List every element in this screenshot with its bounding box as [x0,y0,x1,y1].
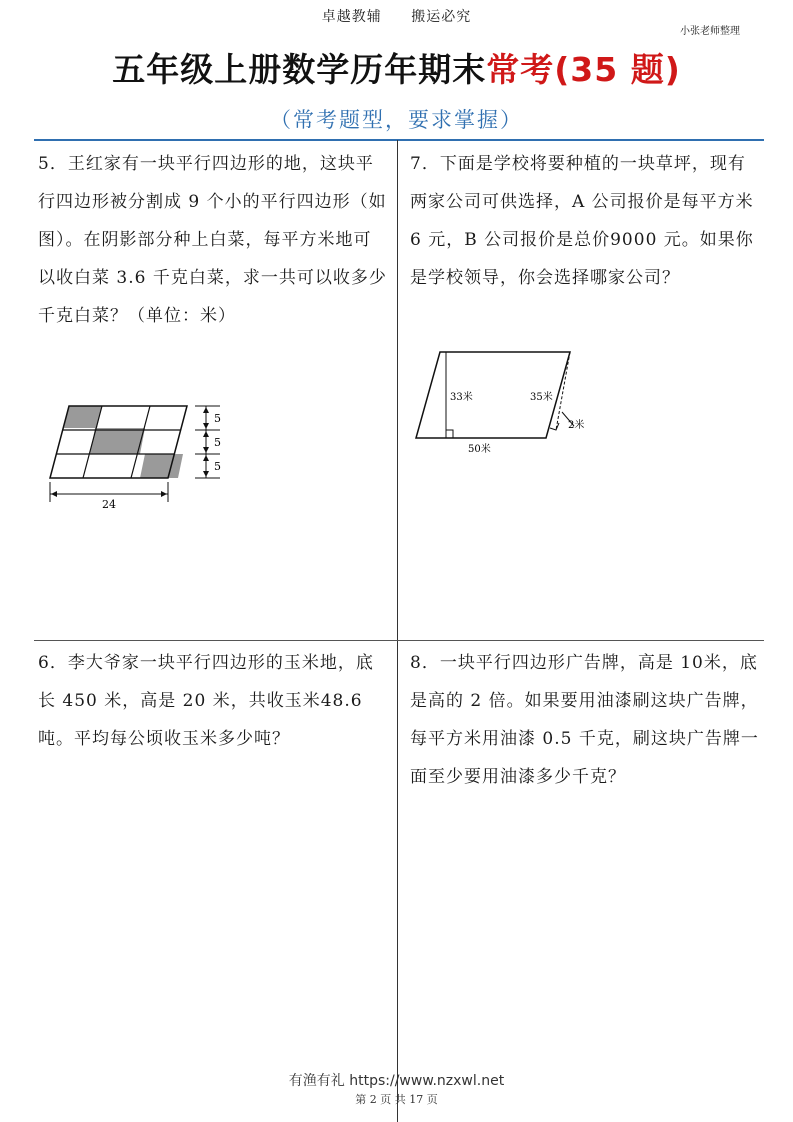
arrow-head [203,407,209,413]
lawn-svg [410,346,600,458]
shaded-cell-1 [64,406,102,428]
compiler-note: 小张老师整理 [680,26,740,37]
arrow-head [203,431,209,437]
title-divider [34,139,764,141]
question-7: 7．下面是学校将要种植的一块草坪，现有两家公司可供选择，A 公司报价是每平方米 6 元，B 公司报价是总价9000 元。如果你是学校领导，你会选择哪家公司？ [410,154,754,288]
height-label-3: 5 [214,460,221,473]
column-divider [397,140,398,1122]
arrow-head [203,471,209,477]
arrow-head [203,447,209,453]
shaded-cell-2 [90,428,145,454]
height-label-2: 5 [214,436,221,449]
arrow-head [203,423,209,429]
base-label: 50米 [468,444,491,455]
footer-website: 有渔有礼 https://www.nzxwl.net [288,1073,505,1089]
side-label: 35米 [530,392,553,403]
grid-svg [40,398,240,516]
header-left: 卓越教辅 [321,9,382,25]
page-title [0,44,793,91]
height-label-1: 5 [214,412,221,425]
base-label: 24 [102,498,116,511]
question-8: 8．一块平行四边形广告牌，高是 10米，底是高的 2 倍。如果要用油漆刷这块广告牌，每平方米用油漆 0.5 千克，刷这块广告牌一面至少要用油漆多少千克？ [410,653,759,787]
figure-parallelogram-grid [40,398,240,520]
row-divider [34,640,764,641]
title-main: 五年级上册数学历年期末 [112,50,487,89]
footer-page-number: 第 2 页 共 17 页 [355,1093,438,1106]
question-6: 6．李大爷家一块平行四边形的玉米地，底长 450 米，高是 20 米，共收玉米48.6 吨。平均每公顷收玉米多少吨？ [38,653,374,749]
shaded-cell-3 [140,454,183,478]
arrow-head [161,491,167,497]
page-subtitle: （常考题型，要求掌握） [270,108,523,132]
small-label: 2米 [568,420,585,431]
right-angle-mark [446,430,453,438]
title-highlight: 常考(35 题) [486,50,681,89]
figure-lawn-parallelogram [410,346,600,462]
arrow-head [51,491,57,497]
height-label: 33米 [450,392,473,403]
header-right: 搬运必究 [411,9,472,25]
header-top [0,6,793,26]
question-5: 5．王红家有一块平行四边形的地，这块平行四边形被分割成 9 个小的平行四边形（如图）。在阴影部分种上白菜，每平方米地可以收白菜 3.6 千克白菜，求一共可以收多少千克白菜？（单位：米） [38,154,387,326]
small-right-angle [550,423,559,430]
arrow-head [203,455,209,461]
